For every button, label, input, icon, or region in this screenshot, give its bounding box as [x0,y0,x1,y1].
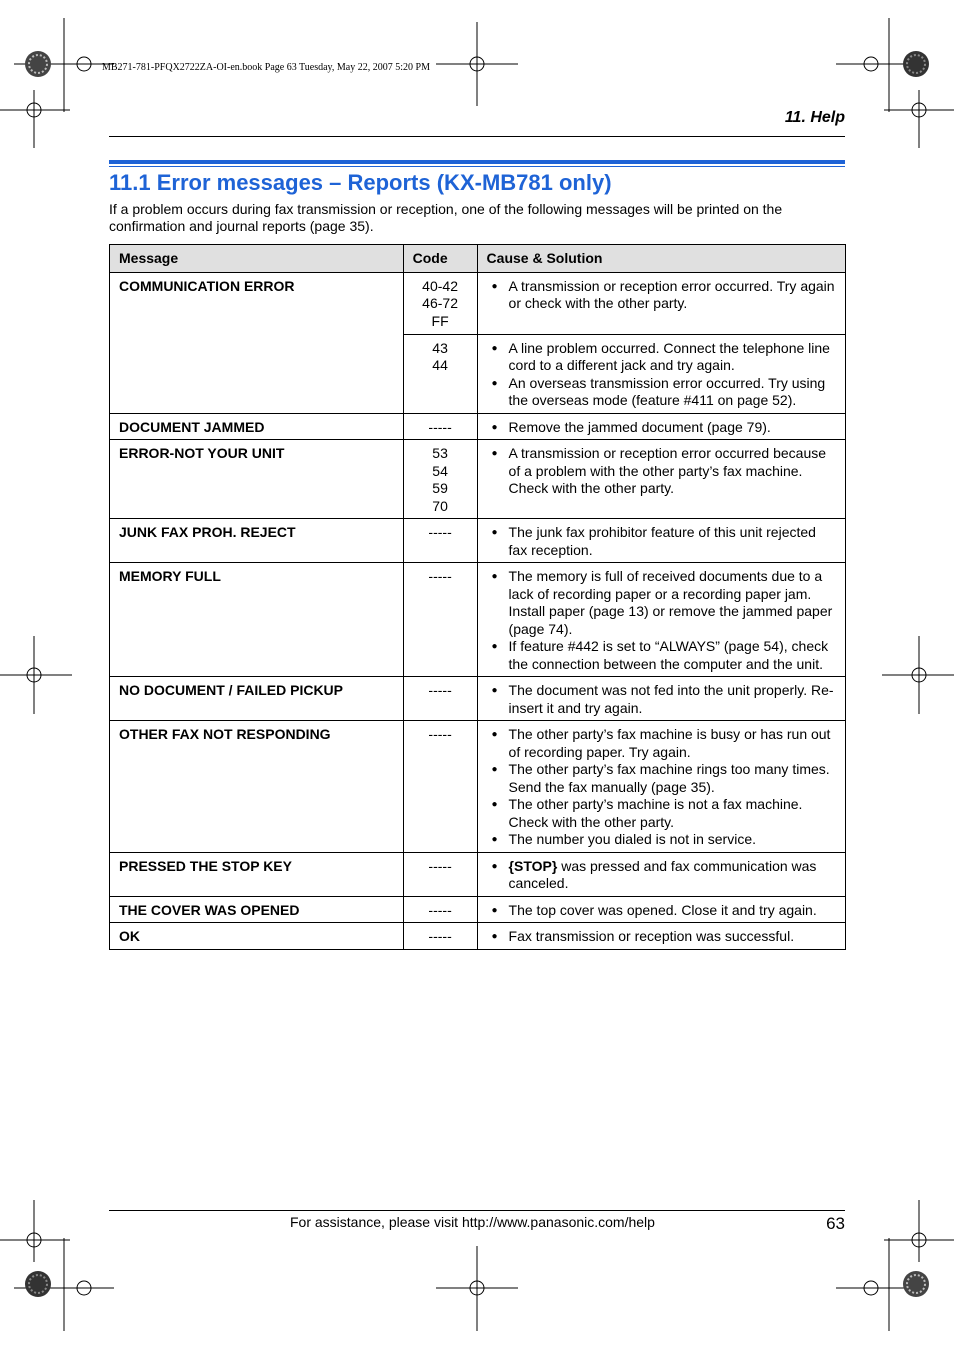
code-value: 44 [432,357,448,373]
code-cell: ----- [403,923,477,950]
section-title: 11.1 Error messages – Reports (KX-MB781 only) [109,170,612,195]
crosshair-icon [436,1246,518,1331]
chapter-heading: 11. Help [784,109,845,126]
code-cell: ----- [403,896,477,923]
crosshair-icon [0,636,72,714]
header-code: Code [403,245,477,273]
table-row [110,677,846,721]
cause-cell [477,519,845,563]
message-cell: THE COVER WAS OPENED [110,896,404,923]
code-cell: ----- [403,721,477,853]
rosette-icon [25,51,51,77]
cause-item: ● If feature #442 is set to “ALWAYS” (page 54), check the connection between the computer and the unit. [487,638,836,673]
page-number: 63 [826,1214,845,1233]
code-value: FF [431,312,449,329]
code-cell: ----- [403,413,477,440]
file-info: MB271-781-PFQX2722ZA-OI-en.book Page 63 Tuesday, May 22, 2007 5:20 PM [102,62,430,73]
table-row [110,721,846,853]
table-row [110,896,846,923]
message-cell: DOCUMENT JAMMED [110,413,404,440]
message-cell: JUNK FAX PROH. REJECT [110,519,404,563]
cause-item: ● Remove the jammed document (page 79). [487,419,836,437]
cause-item: ● The number you dialed is not in service. [487,831,836,849]
message-cell: MEMORY FULL [110,563,404,677]
intro-paragraph: If a problem occurs during fax transmission or reception, one of the following messages will be printed on the confirmation and journal reports (page 35). [109,201,783,234]
cause-item: ● The junk fax prohibitor feature of this unit rejected fax reception. [487,524,836,559]
header-rule [109,136,845,137]
crosshair-icon [884,90,954,148]
crosshair-icon [0,1200,70,1262]
crosshair-icon [436,22,518,106]
cause-cell [477,440,845,519]
code-cell: ----- [403,852,477,896]
title-bar-thin [109,166,845,167]
header-message: Message [110,245,404,273]
table-row [110,563,846,677]
code-value: 46-72 [422,295,458,311]
cause-item: ● The top cover was opened. Close it and try again. [487,902,836,920]
footer-rule [109,1210,845,1211]
table-row [110,852,846,896]
code-value: 53 [432,445,448,461]
cause-cell [477,677,845,721]
cause-cell [477,896,845,923]
crosshair-icon [884,1200,954,1262]
cause-text: was pressed and fax communication was canceled. [508,857,817,891]
code-value: 70 [432,497,448,514]
cause-cell [477,334,845,413]
rosette-icon [903,1271,929,1297]
footer-assistance: For assistance, please visit http://www.panasonic.com/help [290,1214,655,1230]
error-messages-table [109,244,846,950]
table-row [110,272,846,334]
message-cell: ERROR-NOT YOUR UNIT [110,440,404,519]
code-cell: ----- [403,519,477,563]
message-cell: PRESSED THE STOP KEY [110,852,404,896]
table-row [110,440,846,519]
cause-cell [477,721,845,853]
cause-cell [477,272,845,334]
crosshair-icon [0,90,70,148]
cause-cell [477,563,845,677]
cause-item: ● The other party’s fax machine is busy or has run out of recording paper. Try again. [487,726,836,761]
cause-item: ● The document was not fed into the unit properly. Re-insert it and try again. [487,682,836,717]
code-cell: ----- [403,677,477,721]
cause-item: ● A line problem occurred. Connect the telephone line cord to a different jack and try again. [487,340,836,375]
message-cell: OK [110,923,404,950]
cause-item: ● A transmission or reception error occurred because of a problem with the other party’s fax machine. Check with the other party. [487,445,836,498]
cause-item: ● An overseas transmission error occurred. Try using the overseas mode (feature #411 on page 52). [487,375,836,410]
code-value: 40-42 [422,277,458,294]
code-cell [403,440,477,519]
cause-item: ● Fax transmission or reception was successful. [487,928,836,946]
code-cell [403,272,477,334]
code-value: 59 [432,480,448,496]
table-row [110,413,846,440]
cause-cell [477,413,845,440]
crosshair-icon [836,18,912,112]
table-row [110,923,846,950]
rosette-icon [25,1271,51,1297]
cause-cell [477,923,845,950]
crosshair-icon [836,1238,912,1331]
code-cell: ----- [403,563,477,677]
rosette-icon [903,51,929,77]
cause-item: ● The memory is full of received documents due to a lack of recording paper or a recording paper jam. Install paper (page 13) or remove the jammed paper (page 74). [487,568,836,638]
code-value: 54 [432,462,448,479]
crosshair-icon [882,636,954,714]
cause-cell [477,852,845,896]
cause-item: ● The other party’s machine is not a fax machine. Check with the other party. [487,796,836,831]
table-row [110,519,846,563]
code-value: 43 [432,339,448,356]
cause-item [487,858,836,893]
stop-key-label: {STOP} [508,857,558,874]
message-cell: OTHER FAX NOT RESPONDING [110,721,404,853]
code-cell [403,334,477,413]
message-cell: COMMUNICATION ERROR [110,272,404,413]
title-bar [109,160,845,164]
header-cause: Cause & Solution [477,245,845,273]
cause-item: ● A transmission or reception error occurred. Try again or check with the other party. [487,278,836,313]
cause-item: ● The other party’s fax machine rings too many times. Send the fax manually (page 35). [487,761,836,796]
table-header-row [110,245,846,273]
message-cell: NO DOCUMENT / FAILED PICKUP [110,677,404,721]
